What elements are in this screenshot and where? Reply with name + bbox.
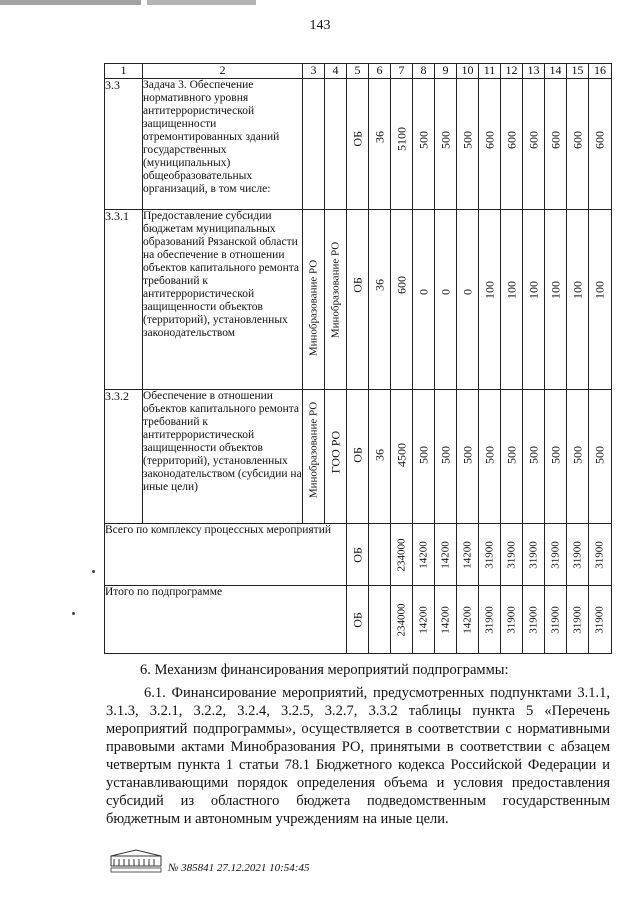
scan-artifact	[0, 0, 640, 5]
row-name: Предоставление субсидии бюджетам муниципальных образований Рязанской области на обеспечение в отношении объектов капитального ремонта требований к антитеррористической защищенности объектов (территорий), установленных законодательством	[143, 210, 303, 390]
value-cell: 31900	[567, 586, 589, 654]
row-name: Всего по комплексу процессных мероприятий	[105, 524, 347, 586]
code-cell: 36	[369, 210, 391, 390]
value-cell: 500	[523, 390, 545, 524]
responsible-cell	[303, 79, 325, 210]
row-code: 3.3	[105, 79, 143, 210]
value-cell: 600	[391, 210, 413, 390]
value-cell: 100	[523, 210, 545, 390]
value-cell: 31900	[523, 586, 545, 654]
column-number: 6	[369, 64, 391, 79]
responsible-cell: Минобразование РО	[303, 210, 325, 390]
value-cell: 14200	[413, 586, 435, 654]
table-row-total-subprogram	[105, 586, 612, 654]
value-cell: 14200	[435, 524, 457, 586]
value-cell: 600	[589, 79, 612, 210]
executor-cell: ГОО РО	[325, 390, 347, 524]
value-cell: 100	[567, 210, 589, 390]
column-number: 10	[457, 64, 479, 79]
source-cell: ОБ	[347, 586, 369, 654]
column-number: 5	[347, 64, 369, 79]
row-name: Итого по подпрограмме	[105, 586, 347, 654]
value-cell: 500	[545, 390, 567, 524]
code-cell: 36	[369, 390, 391, 524]
value-cell: 600	[479, 79, 501, 210]
value-cell: 500	[589, 390, 612, 524]
value-cell: 31900	[501, 586, 523, 654]
value-cell: 4500	[391, 390, 413, 524]
value-cell: 500	[435, 390, 457, 524]
value-cell: 500	[457, 79, 479, 210]
value-cell: 500	[435, 79, 457, 210]
responsible-cell: Минобразование РО	[303, 390, 325, 524]
registry-seal-icon	[110, 848, 162, 874]
scan-speck	[92, 570, 95, 573]
executor-cell: Минобразование РО	[325, 210, 347, 390]
value-cell: 31900	[479, 586, 501, 654]
value-cell: 14200	[435, 586, 457, 654]
row-name: Обеспечение в отношении объектов капитального ремонта требований к антитеррористической защищенности объектов (территорий), установленных законодательством (субсидии на иные цели)	[143, 390, 303, 524]
value-cell: 500	[413, 390, 435, 524]
table-row-total-complex	[105, 524, 612, 586]
value-cell: 14200	[457, 524, 479, 586]
value-cell: 100	[479, 210, 501, 390]
measures-table	[104, 63, 612, 654]
column-number: 4	[325, 64, 347, 79]
value-cell: 31900	[545, 586, 567, 654]
table-row-3-3-1	[105, 210, 612, 390]
scan-speck	[72, 612, 75, 615]
page-number: 143	[309, 18, 331, 33]
value-cell: 500	[457, 390, 479, 524]
value-cell: 600	[523, 79, 545, 210]
value-cell: 234000	[391, 524, 413, 586]
value-cell: 100	[545, 210, 567, 390]
source-cell: ОБ	[347, 390, 369, 524]
value-cell: 5100	[391, 79, 413, 210]
column-number: 1	[105, 64, 143, 79]
value-cell: 0	[413, 210, 435, 390]
value-cell: 600	[567, 79, 589, 210]
row-code: 3.3.1	[105, 210, 143, 390]
value-cell: 234000	[391, 586, 413, 654]
value-cell: 31900	[501, 524, 523, 586]
document-stamp: № 385841 27.12.2021 10:54:45	[168, 862, 310, 874]
column-number: 7	[391, 64, 413, 79]
value-cell: 14200	[457, 586, 479, 654]
value-cell: 0	[457, 210, 479, 390]
value-cell: 0	[435, 210, 457, 390]
column-number-row	[105, 64, 612, 79]
row-name: Задача 3. Обеспечение нормативного уровня антитеррористической защищенности отремонтированных зданий государственных (муниципальных) общеобразовательных организаций, в том числе:	[143, 79, 303, 210]
value-cell: 31900	[545, 524, 567, 586]
value-cell: 500	[479, 390, 501, 524]
value-cell: 500	[501, 390, 523, 524]
column-number: 8	[413, 64, 435, 79]
section-heading: 6. Механизм финансирования мероприятий подпрограммы:	[140, 662, 509, 678]
source-cell: ОБ	[347, 210, 369, 390]
section-paragraph: 6.1. Финансирование мероприятий, предусмотренных подпунктами 3.1.1, 3.1.3, 3.2.1, 3.2.2, 3.2.4, 3.2.5, 3.2.7, 3.3.2 таблицы пункта 5 «Перечень мероприятий подпрограммы», осуществляется в соответствии с нормативными правовыми актами Минобразования РО, принятыми в соответствии с абзацем четвертым пункта 1 статьи 78.1 Бюджетного кодекса Российской Федерации и устанавливающими порядок определения объема и условия предоставления субсидий из областного бюджета подведомственным государственным бюджетным и автономным учреждениям на иные цели.	[106, 685, 610, 827]
column-number: 13	[523, 64, 545, 79]
column-number: 3	[303, 64, 325, 79]
value-cell: 600	[501, 79, 523, 210]
code-cell: 36	[369, 79, 391, 210]
value-cell: 100	[589, 210, 612, 390]
column-number: 9	[435, 64, 457, 79]
value-cell: 31900	[523, 524, 545, 586]
executor-cell	[325, 79, 347, 210]
column-number: 14	[545, 64, 567, 79]
table-row-3-3	[105, 79, 612, 210]
column-number: 16	[589, 64, 612, 79]
table-row-3-3-2	[105, 390, 612, 524]
value-cell: 500	[567, 390, 589, 524]
code-cell	[369, 586, 391, 654]
row-code: 3.3.2	[105, 390, 143, 524]
code-cell	[369, 524, 391, 586]
value-cell: 31900	[479, 524, 501, 586]
value-cell: 600	[545, 79, 567, 210]
source-cell: ОБ	[347, 79, 369, 210]
column-number: 15	[567, 64, 589, 79]
value-cell: 14200	[413, 524, 435, 586]
column-number: 2	[143, 64, 303, 79]
value-cell: 31900	[589, 524, 612, 586]
column-number: 12	[501, 64, 523, 79]
column-number: 11	[479, 64, 501, 79]
value-cell: 100	[501, 210, 523, 390]
document-footer	[110, 848, 309, 874]
value-cell: 500	[413, 79, 435, 210]
value-cell: 31900	[589, 586, 612, 654]
source-cell: ОБ	[347, 524, 369, 586]
value-cell: 31900	[567, 524, 589, 586]
